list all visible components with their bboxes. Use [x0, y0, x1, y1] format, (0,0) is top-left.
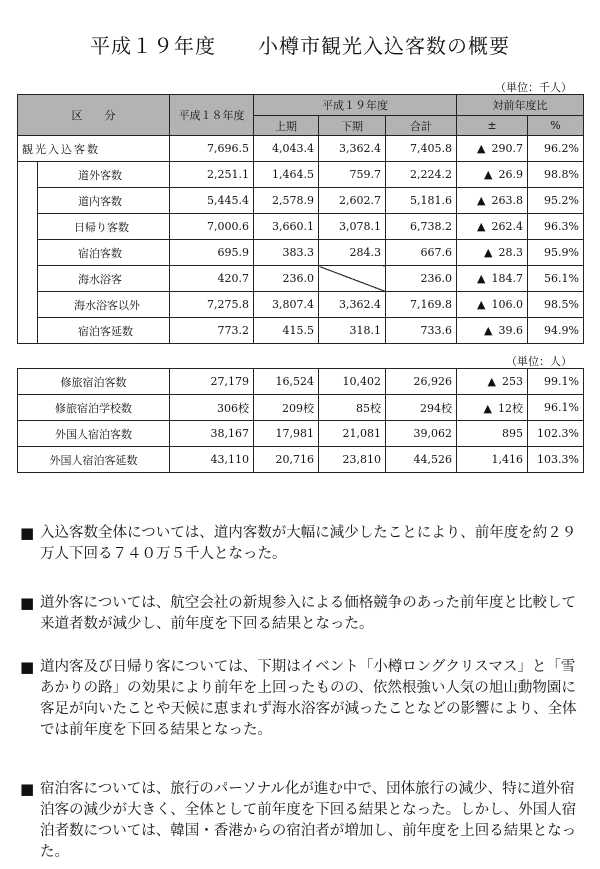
cell-h1: 3,807.4 [254, 292, 319, 318]
table-row [18, 318, 584, 344]
row-label: 道外客数 [38, 162, 170, 188]
table-row [18, 369, 584, 395]
cell-h2: 284.3 [319, 240, 386, 266]
cell-total: 2,224.2 [386, 162, 457, 188]
diff-value: 262.4 [491, 220, 523, 233]
decrease-triangle-icon: ▲ [477, 272, 486, 285]
note-text: 入込客数全体については、道内客数が大幅に減少したことにより、前年度を約２９万人下回る７４０万５千人となった。 [40, 525, 577, 562]
cell-h1: 2,578.9 [254, 188, 319, 214]
cell-fy18: 420.7 [170, 266, 254, 292]
row-label: 修旅宿泊客数 [18, 369, 170, 395]
diff-value: 253 [502, 375, 523, 388]
diff-value: 184.7 [491, 272, 523, 285]
cell-total: 7,169.8 [386, 292, 457, 318]
cell-diff [457, 395, 528, 421]
table-row [18, 162, 584, 188]
row-label: 道内客数 [38, 188, 170, 214]
cell-total: 26,926 [386, 369, 457, 395]
table-row [18, 136, 584, 162]
diff-value: 39.6 [498, 324, 523, 337]
row-label: 修旅宿泊学校数 [18, 395, 170, 421]
page-title: 平成１９年度 小樽市観光入込客数の概要 [90, 34, 510, 58]
row-label: 日帰り客数 [38, 214, 170, 240]
header-diff: ± [457, 116, 528, 136]
cell-h2: 759.7 [319, 162, 386, 188]
note-text: 道内客及び日帰り客については、下期はイベント「小樽ロングクリスマス」と「雪あかりの路」の効果により前年を上回ったものの、依然根強い人気の旭山動物園に客足が向いたことや天候に恵まれず海水浴客が減ったことなどの影響により、全体では前年度を下回る結果となった。 [40, 659, 577, 738]
cell-fy18: 306校 [170, 395, 254, 421]
cell-pct: 95.2% [528, 188, 584, 214]
note-text: 道外客については、航空会社の新規参入による価格競争のあった前年度と比較して来道者数が減少し、前年度を下回る結果となった。 [40, 595, 577, 632]
cell-h2-empty [319, 266, 386, 292]
cell-diff [457, 266, 528, 292]
header-yoy: 対前年度比 [457, 95, 584, 116]
cell-pct: 102.3% [528, 421, 584, 447]
cell-fy18: 7,000.6 [170, 214, 254, 240]
cell-pct: 98.5% [528, 292, 584, 318]
diff-value: 895 [502, 427, 523, 440]
cell-h2: 318.1 [319, 318, 386, 344]
row-label: 外国人宿泊客延数 [18, 447, 170, 473]
diff-value: 263.8 [491, 194, 523, 207]
table-row [18, 266, 584, 292]
decrease-triangle-icon: ▲ [483, 401, 492, 415]
row-label: 海水浴客 [38, 266, 170, 292]
header-first-half: 上期 [254, 116, 319, 136]
cell-diff [457, 369, 528, 395]
cell-diff [457, 162, 528, 188]
cell-diff [457, 292, 528, 318]
cell-h1: 20,716 [254, 447, 319, 473]
indent-spacer [18, 162, 38, 344]
diff-value: 106.0 [491, 298, 523, 311]
table-row [18, 421, 584, 447]
cell-total: 39,062 [386, 421, 457, 447]
cell-h1: 17,981 [254, 421, 319, 447]
diff-value: 28.3 [498, 246, 523, 259]
cell-diff [457, 318, 528, 344]
diff-value: 1,416 [491, 453, 523, 466]
decrease-triangle-icon: ▲ [477, 142, 486, 155]
cell-diff [457, 188, 528, 214]
lodging-summary-table [17, 368, 584, 473]
bullet-square-icon: ■ [20, 658, 35, 676]
cell-fy18: 43,110 [170, 447, 254, 473]
table-row [18, 292, 584, 318]
cell-h1: 236.0 [254, 266, 319, 292]
cell-total: 733.6 [386, 318, 457, 344]
cell-h2: 3,078.1 [319, 214, 386, 240]
cell-h1: 415.5 [254, 318, 319, 344]
cell-h2: 10,402 [319, 369, 386, 395]
cell-total: 294校 [386, 395, 457, 421]
row-label: 宿泊客数 [38, 240, 170, 266]
cell-total: 7,405.8 [386, 136, 457, 162]
header-fy19: 平成１９年度 [254, 95, 457, 116]
diff-value: 290.7 [491, 142, 523, 155]
visitor-summary-table [17, 94, 584, 344]
table-row [18, 188, 584, 214]
summary-note [20, 657, 580, 741]
cell-total: 5,181.6 [386, 188, 457, 214]
summary-note [20, 593, 580, 635]
table-row [18, 240, 584, 266]
cell-h2: 2,602.7 [319, 188, 386, 214]
cell-h1: 3,660.1 [254, 214, 319, 240]
cell-pct: 103.3% [528, 447, 584, 473]
cell-fy18: 38,167 [170, 421, 254, 447]
header-pct: % [528, 116, 584, 136]
row-label: 外国人宿泊客数 [18, 421, 170, 447]
diff-value: 26.9 [498, 168, 523, 181]
unit-label-thousands: （単位：千人） [495, 81, 572, 94]
cell-h2: 21,081 [319, 421, 386, 447]
unit-label-persons: （単位：人） [506, 355, 572, 368]
row-label: 宿泊客延数 [38, 318, 170, 344]
decrease-triangle-icon: ▲ [477, 220, 486, 233]
header-row-1 [18, 95, 584, 116]
cell-total: 44,526 [386, 447, 457, 473]
cell-h1: 383.3 [254, 240, 319, 266]
diff-value: 12校 [498, 401, 523, 415]
table-row [18, 395, 584, 421]
cell-h2: 3,362.4 [319, 136, 386, 162]
bullet-square-icon: ■ [20, 594, 35, 612]
cell-pct: 96.1% [528, 395, 584, 421]
cell-diff [457, 421, 528, 447]
cell-diff [457, 136, 528, 162]
note-text: 宿泊客については、旅行のパーソナル化が進む中で、団体旅行の減少、特に道外宿泊客の減少が大きく、全体として前年度を下回る結果となった。しかし、外国人宿泊者数については、韓国・香港からの宿泊者が増加し、前年度を上回る結果となった。 [40, 781, 577, 860]
cell-fy18: 27,179 [170, 369, 254, 395]
decrease-triangle-icon: ▲ [484, 168, 493, 181]
cell-total: 6,738.2 [386, 214, 457, 240]
cell-h1: 209校 [254, 395, 319, 421]
row-label: 海水浴客以外 [38, 292, 170, 318]
cell-pct: 96.2% [528, 136, 584, 162]
cell-h2: 3,362.4 [319, 292, 386, 318]
decrease-triangle-icon: ▲ [484, 246, 493, 259]
cell-fy18: 7,275.8 [170, 292, 254, 318]
decrease-triangle-icon: ▲ [477, 298, 486, 311]
bullet-square-icon: ■ [20, 524, 35, 542]
header-second-half: 下期 [319, 116, 386, 136]
decrease-triangle-icon: ▲ [487, 375, 496, 388]
header-category: 区 分 [18, 95, 170, 136]
cell-h1: 16,524 [254, 369, 319, 395]
table-row [18, 214, 584, 240]
header-total: 合計 [386, 116, 457, 136]
cell-pct: 98.8% [528, 162, 584, 188]
cell-h1: 1,464.5 [254, 162, 319, 188]
cell-diff [457, 240, 528, 266]
cell-fy18: 773.2 [170, 318, 254, 344]
cell-pct: 99.1% [528, 369, 584, 395]
cell-pct: 56.1% [528, 266, 584, 292]
cell-diff [457, 214, 528, 240]
header-fy18: 平成１８年度 [170, 95, 254, 136]
cell-pct: 95.9% [528, 240, 584, 266]
cell-diff [457, 447, 528, 473]
row-label: 観光入込客数 [18, 136, 170, 162]
cell-fy18: 7,696.5 [170, 136, 254, 162]
cell-pct: 94.9% [528, 318, 584, 344]
cell-h2: 85校 [319, 395, 386, 421]
cell-fy18: 5,445.4 [170, 188, 254, 214]
decrease-triangle-icon: ▲ [484, 324, 493, 337]
decrease-triangle-icon: ▲ [477, 194, 486, 207]
bullet-square-icon: ■ [20, 780, 35, 798]
summary-note [20, 779, 580, 863]
cell-fy18: 695.9 [170, 240, 254, 266]
summary-note [20, 523, 580, 565]
table-row [18, 447, 584, 473]
cell-fy18: 2,251.1 [170, 162, 254, 188]
cell-h1: 4,043.4 [254, 136, 319, 162]
cell-total: 667.6 [386, 240, 457, 266]
cell-total: 236.0 [386, 266, 457, 292]
cell-pct: 96.3% [528, 214, 584, 240]
cell-h2: 23,810 [319, 447, 386, 473]
